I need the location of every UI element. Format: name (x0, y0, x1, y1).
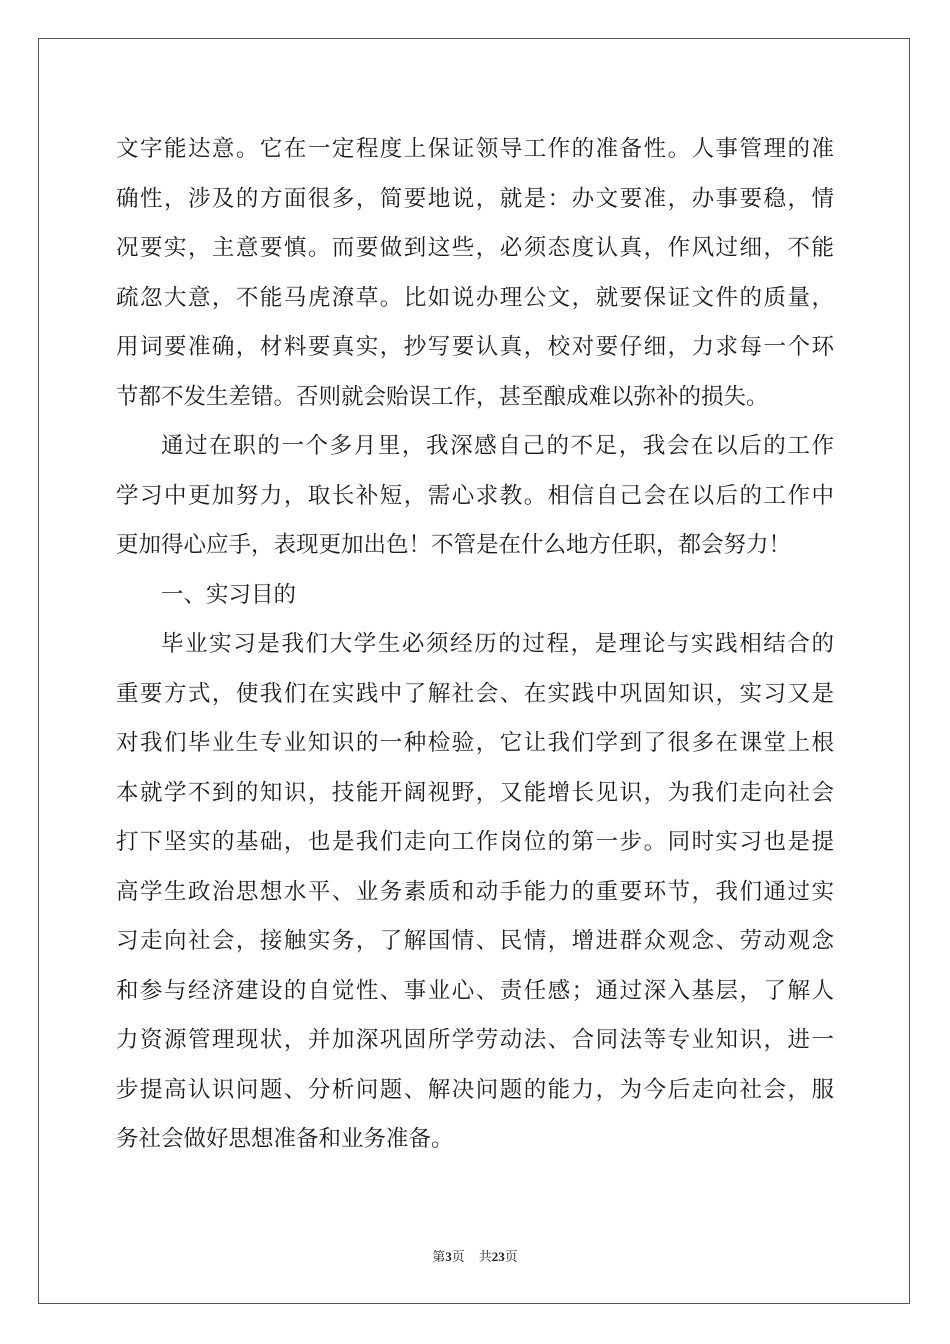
text-line: 确性，涉及的方面很多，简要地说，就是：办文要准，办事要稳，情 (116, 185, 834, 212)
paragraph-first-line: 毕业实习是我们大学生必须经历的过程，是理论与实践相结合的 (161, 631, 834, 657)
text-line: 况要实，主意要慎。而要做到这些，必须态度认真，作风过细，不能 (116, 235, 834, 261)
paragraph-first-line: 通过在职的一个多月里，我深感自己的不足，我会在以后的工作 (161, 433, 834, 459)
page-footer (0, 1247, 950, 1268)
current-page-number: 3 (445, 1249, 452, 1264)
total-page-number: 23 (491, 1249, 505, 1264)
page-prefix: 第 (432, 1250, 446, 1265)
text-line: 和参与经济建设的自觉性、事业心、责任感；通过深入基层，了解人 (116, 977, 834, 1004)
text-line: 学习中更加努力，取长补短，需心求教。相信自己会在以后的工作中 (116, 482, 834, 509)
text-line: 对我们毕业生专业知识的一种检验，它让我们学到了很多在课堂上根 (116, 730, 834, 756)
text-line: 力资源管理现状，并加深巩固所学劳动法、合同法等专业知识，进一 (116, 1027, 834, 1053)
text-line: 节都不发生差错。否则就会贻误工作，甚至酿成难以弥补的损失。 (116, 383, 769, 410)
text-line: 务社会做好思想准备和业务准备。 (116, 1126, 454, 1152)
text-line: 打下坚实的基础，也是我们走向工作岗位的第一步。同时实习也是提 (116, 829, 834, 855)
text-line: 更加得心应手，表现更加出色！不管是在什么地方任职，都会努力！ (116, 532, 792, 558)
text-line: 用词要准确，材料要真实，抄写要认真，校对要仔细，力求每一个环 (116, 334, 834, 360)
text-line: 步提高认识问题、分析问题、解决问题的能力，为今后走向社会，服 (116, 1076, 834, 1103)
total-prefix: 共 (478, 1250, 492, 1265)
text-line: 重要方式，使我们在实践中了解社会、在实践中巩固知识，实习又是 (116, 680, 834, 707)
section-heading: 一、实习目的 (161, 581, 297, 608)
text-line: 文字能达意。它在一定程度上保证领导工作的准备性。人事管理的准 (116, 136, 834, 162)
document-body (116, 125, 834, 1165)
text-line: 高学生政治思想水平、业务素质和动手能力的重要环节，我们通过实 (116, 878, 834, 905)
text-line: 疏忽大意，不能马虎潦草。比如说办理公文，就要保证文件的质量， (116, 284, 834, 311)
page-unit: 页 (451, 1250, 465, 1265)
text-line: 本就学不到的知识，技能开阔视野，又能增长见识，为我们走向社会 (116, 779, 834, 806)
total-unit: 页 (504, 1250, 518, 1265)
text-line: 习走向社会，接触实务，了解国情、民情，增进群众观念、劳动观念 (116, 928, 834, 954)
